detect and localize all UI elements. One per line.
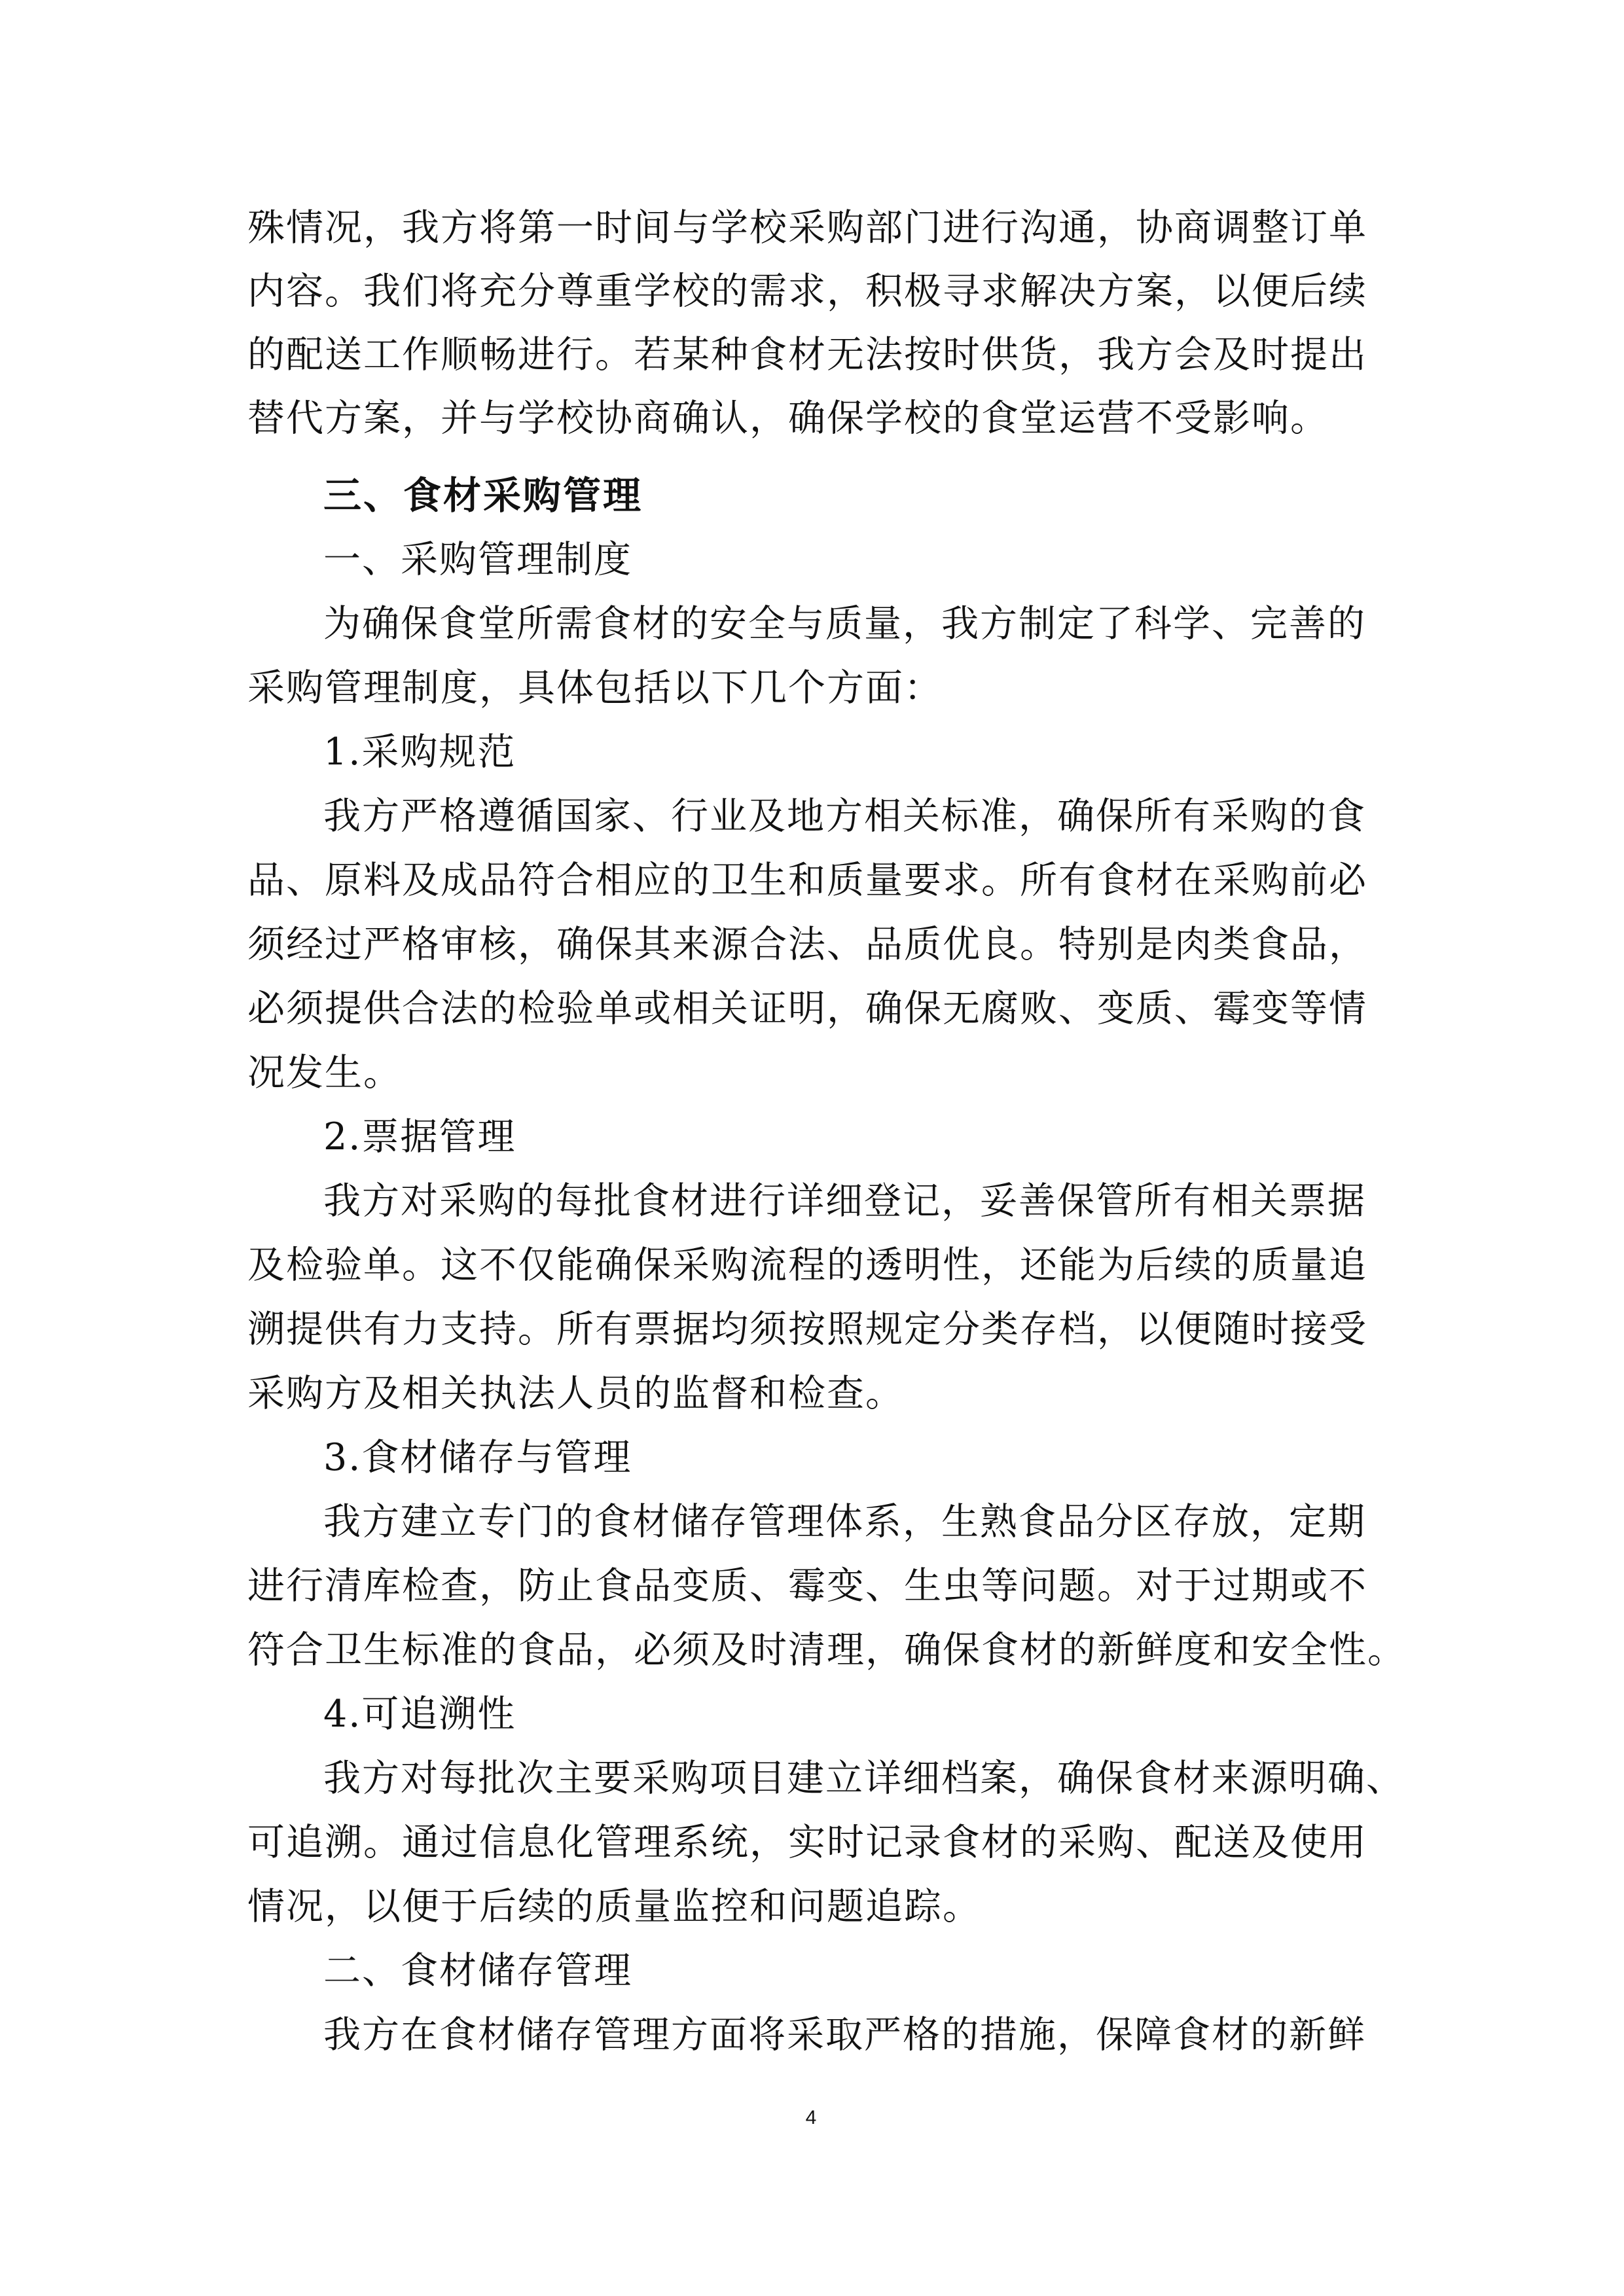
body-text-line: 及检验单。这不仅能确保采购流程的透明性，还能为后续的质量追 (247, 1244, 1367, 1287)
page-number: 4 (805, 2107, 817, 2128)
section-heading: 三、食材采购管理 (323, 473, 643, 518)
body-text-line: 我方对每批次主要采购项目建立详细档案，确保食材来源明确、 (323, 1757, 1405, 1800)
item-heading: 1.采购规范 (323, 730, 516, 774)
body-text-line: 我方严格遵循国家、行业及地方相关标准，确保所有采购的食 (323, 795, 1366, 838)
item-heading: 3.食材储存与管理 (323, 1436, 632, 1479)
body-text-line: 的配送工作顺畅进行。若某种食材无法按时供货，我方会及时提出 (247, 333, 1367, 376)
body-text-line: 符合卫生标准的食品，必须及时清理，确保食材的新鲜度和安全性。 (247, 1628, 1406, 1672)
body-text-line: 为确保食堂所需食材的安全与质量，我方制定了科学、完善的 (323, 602, 1366, 645)
body-text-line: 必须提供合法的检验单或相关证明，确保无腐败、变质、霉变等情 (247, 987, 1367, 1030)
body-text-line: 采购管理制度，具体包括以下几个方面： (247, 666, 943, 709)
body-text-line: 我方在食材储存管理方面将采取严格的措施，保障食材的新鲜 (323, 2013, 1366, 2056)
body-text-line: 溯提供有力支持。所有票据均须按照规定分类存档，以便随时接受 (247, 1308, 1367, 1351)
item-heading: 4.可追溯性 (323, 1693, 516, 1736)
body-text-line: 殊情况，我方将第一时间与学校采购部门进行沟通，协商调整订单 (247, 206, 1367, 249)
item-heading: 2.票据管理 (323, 1115, 516, 1158)
body-text-line: 可追溯。通过信息化管理系统，实时记录食材的采购、配送及使用 (247, 1821, 1367, 1864)
body-text-line: 采购方及相关执法人员的监督和检查。 (247, 1372, 904, 1415)
subsection-heading: 一、采购管理制度 (323, 538, 632, 581)
body-text-line: 我方对采购的每批食材进行详细登记，妥善保管所有相关票据 (323, 1179, 1366, 1223)
body-text-line: 进行清库检查，防止食品变质、霉变、生虫等问题。对于过期或不 (247, 1564, 1367, 1607)
body-text-line: 品、原料及成品符合相应的卫生和质量要求。所有食材在采购前必 (247, 859, 1367, 902)
body-text-line: 情况，以便于后续的质量监控和问题追踪。 (247, 1885, 981, 1928)
body-text-line: 须经过严格审核，确保其来源合法、品质优良。特别是肉类食品， (247, 923, 1367, 966)
subsection-heading: 二、食材储存管理 (323, 1949, 632, 1992)
body-text-line: 我方建立专门的食材储存管理体系，生熟食品分区存放，定期 (323, 1500, 1366, 1543)
body-text-line: 内容。我们将充分尊重学校的需求，积极寻求解决方案，以便后续 (247, 270, 1367, 313)
body-text-line: 况发生。 (247, 1051, 402, 1094)
body-text-line: 替代方案，并与学校协商确认，确保学校的食堂运营不受影响。 (247, 397, 1329, 440)
